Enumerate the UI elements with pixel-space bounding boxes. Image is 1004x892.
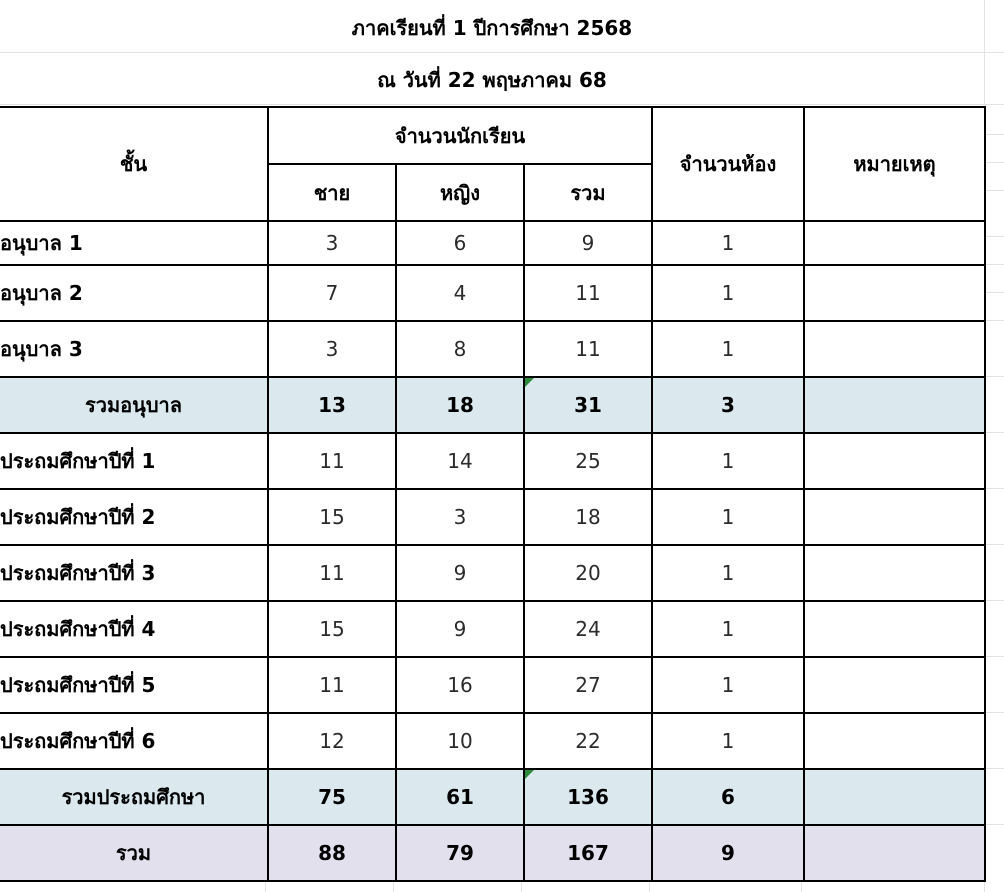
female-cell[interactable]: 14 <box>396 433 524 489</box>
grid-line <box>984 264 1004 265</box>
grid-line <box>984 544 1004 545</box>
rooms-cell[interactable]: 9 <box>652 825 804 881</box>
total-cell[interactable]: 24 <box>524 601 652 657</box>
note-cell[interactable] <box>804 713 985 769</box>
grid-line <box>984 768 1004 769</box>
note-cell[interactable] <box>804 265 985 321</box>
grid-line <box>984 134 1004 135</box>
table-row <box>0 221 985 265</box>
total-cell[interactable]: 20 <box>524 545 652 601</box>
grade-cell[interactable]: รวมอนุบาล <box>0 377 268 433</box>
grid-line <box>984 656 1004 657</box>
note-cell[interactable] <box>804 601 985 657</box>
grid-line <box>984 376 1004 377</box>
total-cell[interactable]: 18 <box>524 489 652 545</box>
header-note[interactable]: หมายเหตุ <box>804 107 985 221</box>
rooms-cell[interactable]: 1 <box>652 489 804 545</box>
total-cell-with-comment[interactable] <box>524 377 652 433</box>
male-cell[interactable]: 15 <box>268 601 396 657</box>
table-row <box>0 545 985 601</box>
grid-line <box>984 236 1004 237</box>
grade-cell[interactable]: อนุบาล 3 <box>0 321 268 377</box>
total-cell[interactable]: 9 <box>524 221 652 265</box>
male-cell[interactable]: 88 <box>268 825 396 881</box>
rooms-cell[interactable]: 1 <box>652 713 804 769</box>
grid-line <box>984 190 1004 191</box>
total-cell[interactable]: 11 <box>524 265 652 321</box>
male-cell[interactable]: 12 <box>268 713 396 769</box>
sheet-title[interactable]: ภาคเรียนที่ 1 ปีการศึกษา 2568 <box>351 16 633 40</box>
male-cell[interactable]: 7 <box>268 265 396 321</box>
note-cell[interactable] <box>804 657 985 713</box>
header-female[interactable]: หญิง <box>396 164 524 221</box>
grid-line <box>984 432 1004 433</box>
grade-cell[interactable]: ประถมศึกษาปีที่ 5 <box>0 657 268 713</box>
female-cell[interactable]: 4 <box>396 265 524 321</box>
grade-cell[interactable]: ประถมศึกษาปีที่ 4 <box>0 601 268 657</box>
table-row <box>0 321 985 377</box>
female-cell[interactable]: 16 <box>396 657 524 713</box>
grand-total-row <box>0 825 985 881</box>
female-cell[interactable]: 9 <box>396 601 524 657</box>
grade-cell[interactable]: อนุบาล 1 <box>0 221 268 265</box>
female-cell[interactable]: 9 <box>396 545 524 601</box>
note-cell[interactable] <box>804 825 985 881</box>
total-cell[interactable]: 167 <box>524 825 652 881</box>
rooms-cell[interactable]: 1 <box>652 657 804 713</box>
note-cell[interactable] <box>804 221 985 265</box>
rooms-cell[interactable]: 1 <box>652 265 804 321</box>
male-cell[interactable]: 3 <box>268 221 396 265</box>
total-cell[interactable]: 27 <box>524 657 652 713</box>
grade-cell[interactable]: รวม <box>0 825 268 881</box>
grade-cell[interactable]: ประถมศึกษาปีที่ 1 <box>0 433 268 489</box>
female-cell[interactable]: 79 <box>396 825 524 881</box>
rooms-cell[interactable]: 6 <box>652 769 804 825</box>
table-row <box>0 489 985 545</box>
header-rooms[interactable]: จำนวนห้อง <box>652 107 804 221</box>
grid-line <box>984 488 1004 489</box>
table-row <box>0 657 985 713</box>
male-cell[interactable]: 11 <box>268 657 396 713</box>
enrollment-table <box>0 106 986 882</box>
rooms-cell[interactable]: 1 <box>652 221 804 265</box>
note-cell[interactable] <box>804 321 985 377</box>
sheet-subtitle[interactable]: ณ วันที่ 22 พฤษภาคม 68 <box>377 68 607 92</box>
total-value: 31 <box>574 393 602 417</box>
rooms-cell[interactable]: 1 <box>652 545 804 601</box>
note-cell[interactable] <box>804 489 985 545</box>
table-row <box>0 601 985 657</box>
table-row <box>0 433 985 489</box>
total-cell-with-comment[interactable] <box>524 769 652 825</box>
note-cell[interactable] <box>804 769 985 825</box>
grade-cell[interactable]: รวมประถมศึกษา <box>0 769 268 825</box>
male-cell[interactable]: 75 <box>268 769 396 825</box>
header-row <box>0 107 985 164</box>
rooms-cell[interactable]: 3 <box>652 377 804 433</box>
female-cell[interactable]: 3 <box>396 489 524 545</box>
header-grade[interactable]: ชั้น <box>0 107 268 221</box>
subtotal-row-primary <box>0 769 985 825</box>
header-students[interactable]: จำนวนนักเรียน <box>268 107 652 164</box>
grid-line <box>984 162 1004 163</box>
header-male[interactable]: ชาย <box>268 164 396 221</box>
note-cell[interactable] <box>804 433 985 489</box>
total-cell[interactable]: 22 <box>524 713 652 769</box>
female-cell[interactable]: 6 <box>396 221 524 265</box>
male-cell[interactable]: 3 <box>268 321 396 377</box>
grade-cell[interactable]: ประถมศึกษาปีที่ 3 <box>0 545 268 601</box>
grade-cell[interactable]: อนุบาล 2 <box>0 265 268 321</box>
female-cell[interactable]: 8 <box>396 321 524 377</box>
subtotal-row-kindergarten <box>0 377 985 433</box>
male-cell[interactable]: 15 <box>268 489 396 545</box>
table-row <box>0 713 985 769</box>
grade-cell[interactable]: ประถมศึกษาปีที่ 6 <box>0 713 268 769</box>
grid-line <box>984 292 1004 293</box>
female-cell[interactable]: 18 <box>396 377 524 433</box>
grid-line <box>984 320 1004 321</box>
rooms-cell[interactable]: 1 <box>652 433 804 489</box>
female-cell[interactable]: 61 <box>396 769 524 825</box>
grid-line <box>984 824 1004 825</box>
total-cell[interactable]: 11 <box>524 321 652 377</box>
note-cell[interactable] <box>804 545 985 601</box>
male-cell[interactable]: 11 <box>268 433 396 489</box>
female-cell[interactable]: 10 <box>396 713 524 769</box>
total-cell[interactable]: 25 <box>524 433 652 489</box>
grid-line <box>984 712 1004 713</box>
grid-line <box>984 600 1004 601</box>
rooms-cell[interactable]: 1 <box>652 321 804 377</box>
total-value: 136 <box>567 785 609 809</box>
rooms-cell[interactable]: 1 <box>652 601 804 657</box>
grade-cell[interactable]: ประถมศึกษาปีที่ 2 <box>0 489 268 545</box>
table-row <box>0 265 985 321</box>
male-cell[interactable]: 11 <box>268 545 396 601</box>
note-cell[interactable] <box>804 377 985 433</box>
header-total[interactable]: รวม <box>524 164 652 221</box>
male-cell[interactable]: 13 <box>268 377 396 433</box>
